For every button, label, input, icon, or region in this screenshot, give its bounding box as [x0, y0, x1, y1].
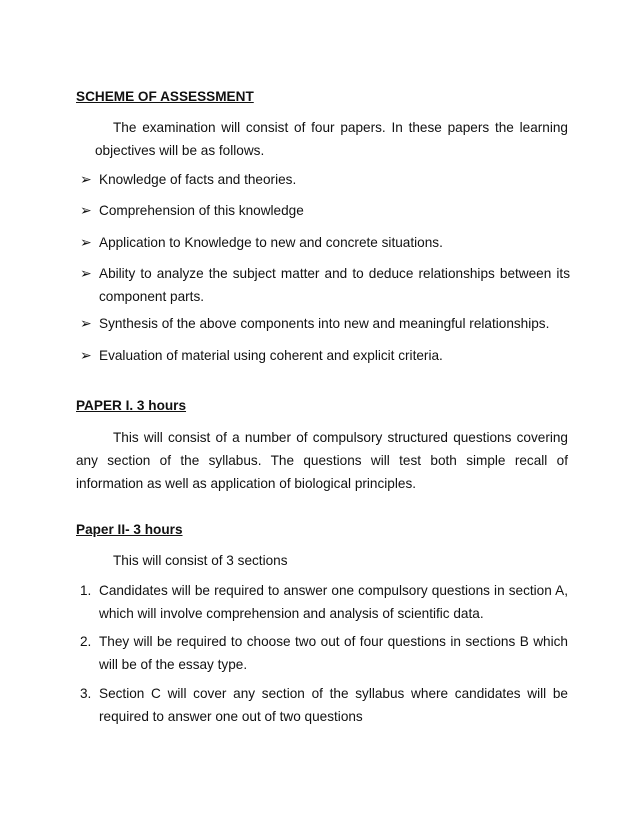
arrow-bullet-icon: ➢ — [80, 315, 92, 331]
list-item-text: Ability to analyze the subject matter and to deduce relationships between its component parts. — [99, 266, 570, 304]
list-item — [80, 262, 570, 308]
list-item-text: Evaluation of material using coherent and explicit criteria. — [99, 348, 443, 363]
list-item-number: 3. — [80, 686, 92, 701]
list-item — [80, 312, 570, 335]
paper2-heading: Paper II- 3 hours — [76, 522, 183, 537]
scheme-intro: The examination will consist of four papers. In these papers the learning objectives will be as follows. — [95, 120, 568, 158]
list-item — [80, 579, 568, 625]
list-item-text: Knowledge of facts and theories. — [99, 172, 297, 187]
list-item — [80, 199, 570, 222]
scheme-heading: SCHEME OF ASSESSMENT — [76, 89, 254, 104]
list-item-text: Comprehension of this knowledge — [99, 203, 304, 218]
list-item-number: 1. — [80, 583, 92, 598]
arrow-bullet-icon: ➢ — [80, 171, 92, 187]
list-item — [80, 231, 570, 254]
list-item-number: 2. — [80, 634, 92, 649]
paper1-body: This will consist of a number of compulsory structured questions covering any section of the syllabus. The questions will test both simple recall of information as well as application of biological principles. — [76, 430, 568, 491]
arrow-bullet-icon: ➢ — [80, 234, 92, 250]
list-item-text: They will be required to choose two out of four questions in sections B which will be of the essay type. — [99, 634, 568, 672]
paper1-heading: PAPER I. 3 hours — [76, 398, 187, 413]
list-item-text: Candidates will be required to answer one compulsory questions in section A, which will involve comprehension and analysis of scientific data. — [99, 583, 568, 621]
list-item — [80, 682, 568, 728]
list-item — [80, 344, 570, 367]
arrow-bullet-icon: ➢ — [80, 202, 92, 218]
arrow-bullet-icon: ➢ — [80, 347, 92, 363]
list-item-text: Application to Knowledge to new and concrete situations. — [99, 235, 443, 250]
list-item-text: Section C will cover any section of the syllabus where candidates will be required to answer one out of two questions — [99, 686, 568, 724]
list-item — [80, 168, 570, 191]
arrow-bullet-icon: ➢ — [80, 265, 92, 281]
list-item — [80, 630, 568, 676]
list-item-text: Synthesis of the above components into new and meaningful relationships. — [99, 316, 550, 331]
paper2-intro: This will consist of 3 sections — [113, 553, 288, 568]
